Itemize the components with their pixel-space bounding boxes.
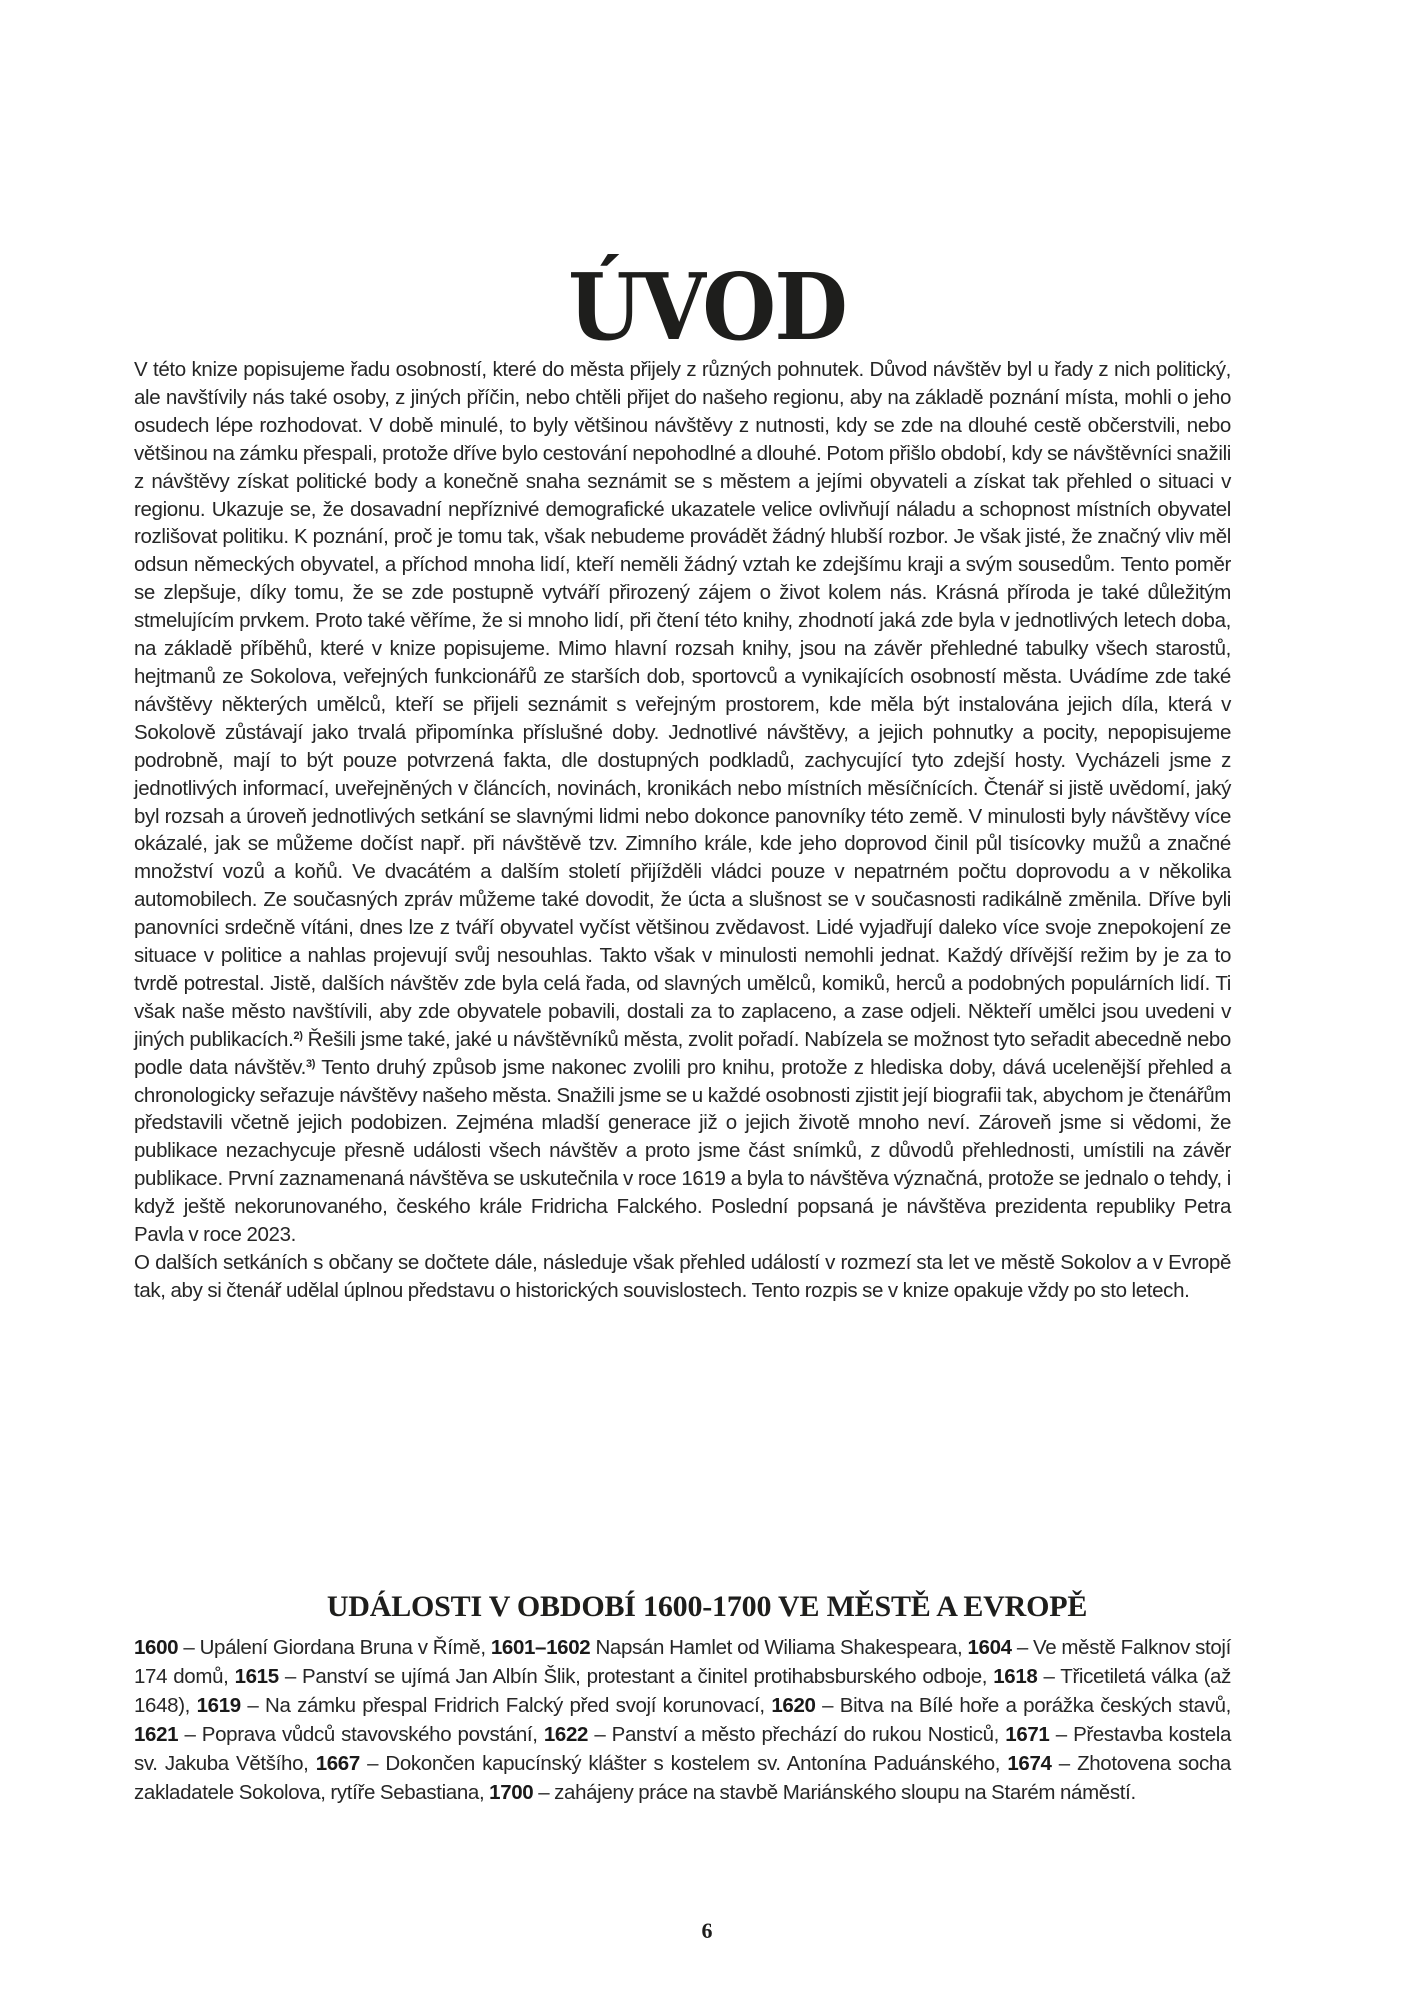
- event-year: 1667: [315, 1752, 360, 1775]
- intro-text-segment: O dalších setkáních s občany se dočtete dále, následuje však přehled událostí v rozmezí sta let ve městě Sokolov a v Evropě tak, aby si čtenář udělal úplnou představu o historických souvislostech. Tento rozpis se v knize opakuje vždy po sto letech.: [134, 1251, 1231, 1302]
- event-year: 1620: [771, 1694, 816, 1717]
- event-description: Napsán Hamlet od Wiliama Shakespeara,: [590, 1636, 968, 1659]
- intro-paragraph: [134, 1249, 1231, 1305]
- event-description: – Ve městě Falknov stojí 174 domů,: [134, 1636, 1231, 1688]
- intro-text: [134, 356, 1231, 1305]
- event-description: – Zhotovena socha zakladatele Sokolova, rytíře Sebastiana,: [134, 1752, 1231, 1804]
- event-year: 1621: [134, 1723, 179, 1746]
- event-year: 1674: [1007, 1752, 1052, 1775]
- event-year: 1618: [993, 1665, 1038, 1688]
- footnote-ref: 2): [293, 1029, 303, 1042]
- event-description: – Poprava vůdců stavovského povstání,: [178, 1723, 544, 1746]
- footnote-ref: 3): [306, 1057, 316, 1070]
- event-description: – Panství a město přechází do rukou Nosticů,: [588, 1723, 1006, 1746]
- event-year: 1601–1602: [490, 1636, 591, 1659]
- event-year: 1622: [543, 1723, 589, 1746]
- event-description: – Na zámku přespal Fridrich Falcký před svojí korunovací,: [240, 1694, 772, 1717]
- event-year: 1600: [134, 1636, 179, 1659]
- event-description: – zahájeny práce na stavbě Mariánského sloupu na Starém náměstí.: [533, 1781, 1136, 1804]
- page-number: 6: [701, 1918, 713, 1943]
- event-year: 1604: [967, 1636, 1012, 1659]
- intro-text-segment: Tento druhý způsob jsme nakonec zvolili pro knihu, protože z hlediska doby, dává ucelenější přehled a chronologicky seřazuje návštěvy našeho města. Snažili jsme se u každé osobnosti zjistit její biografii tak, abychom je čtenářům představili včetně jejich podobizen. Zejména mladší generace již o jejich životě mnoho neví. Zároveň jsme si vědomi, že publikace nezachycuje přesně události všech návštěv a proto jsme část snímků, z důvodů přehlednosti, umístili na závěr publikace. První zaznamenaná návštěva se uskutečnila v roce 1619 a byla to návštěva význačná, protože se jednalo o tehdy, i když ještě nekorunovaného, českého krále Fridricha Falckého. Poslední popsaná je návštěva prezidenta republiky Petra Pavla v roce 2023.: [134, 1055, 1232, 1247]
- event-description: – Panství se ujímá Jan Albín Šlik, protestant a činitel protihabsburského odboje,: [278, 1665, 994, 1688]
- intro-text-segment: V této knize popisujeme řadu osobností, které do města přijely z různých pohnutek. Důvod návštěv byl u řady z nich politický, ale navštívily nás také osoby, z jiných příčin, nebo chtěli přijet do našeho regionu, aby na základě poznání místa, mohli o jeho osudech lépe rozhodovat. V době minulé, to byly většinou návštěvy z nutnosti, kdy se zde na dlouhé cestě občerstvili, nebo většinou na zámku přespali, protože dříve bylo cestování nepohodlné a dlouhé. Potom přišlo období, kdy se návštěvníci snažili z návštěvy získat politické body a konečně snaha seznámit se s městem a jejími obyvateli a získat tak přehled o situaci v regionu. Ukazuje se, že dosavadní nepříznivé demografické ukazatele velice ovlivňují náladu a schopnost místních obyvatel rozlišovat politiku. K poznání, proč je tomu tak, však nebudeme provádět žádný hlubší rozbor. Je však jisté, že značný vliv měl odsun německých obyvatel, a příchod mnoha lidí, kteří neměli žádný vztah ke zdejšímu kraji a svým sousedům. Tento poměr se zlepšuje, díky tomu, že se zde postupně vytváří přirozený zájem o život kolem nás. Krásná příroda je také důležitým stmelujícím prvkem. Proto také věříme, že si mnoho lidí, při čtení této knihy, zhodnotí jaká zde byla v jednotlivých letech doba, na základě příběhů, které v knize popisujeme. Mimo hlavní rozsah knihy, jsou na závěr přehledné tabulky všech starostů, hejtmanů ze Sokolova, veřejných funkcionářů ze starších dob, sportovců a vynikajících osobností města. Uvádíme zde také návštěvy některých umělců, kteří se přijeli seznámit s veřejným prostorem, kde měla být instalována jejich díla, která v Sokolově zůstávají jako trvalá připomínka příslušné doby. Jednotlivé návštěvy, a jejich pohnutky a pocity, nepopisujeme podrobně, mají to být pouze potvrzená fakta, dle dostupných podkladů, zachycující tyto zdejší hosty. Vycházeli jsme z jednotlivých informací, uveřejněných v článcích, novinách, kronikách nebo místních měsíčnících. Čtenář si jistě uvědomí, jaký byl rozsah a úroveň jednotlivých setkání se slavnými lidmi nebo dokonce panovníky této země. V minulosti byly návštěvy více okázalé, jak se můžeme dočíst např. při návštěvě tzv. Zimního krále, kde jeho doprovod činil půl tisícovky mužů a značné množství vozů a koňů. Ve dvacátém a dalším století přijížděli vládci pouze v nepatrném počtu doprovodu a v několika automobilech. Ze současných zpráv můžeme také dovodit, že úcta a slušnost se v současnosti radikálně změnila. Dříve byli panovníci srdečně vítáni, dnes lze z tváří obyvatel vyčíst většinou zvědavost. Lidé vyjadřují daleko více svoje znepokojení ze situace v politice a nahlas projevují svůj nesouhlas. Takto však v minulosti nemohli jednat. Každý dřívější režim by je za to tvrdě potrestal. Jistě, dalších návštěv zde byla celá řada, od slavných umělců, komiků, herců a podobných populárních lidí. Ti však naše město navštívili, aby zde obyvatele pobavili, dostali za to zaplaceno, a zase odjeli. Někteří umělci jsou uvedeni v jiných publikacích.: [134, 358, 1231, 1051]
- event-year: 1700: [489, 1781, 534, 1804]
- event-year: 1671: [1005, 1723, 1050, 1746]
- event-year: 1619: [196, 1694, 241, 1717]
- event-description: – Upálení Giordana Bruna v Římě,: [178, 1636, 491, 1659]
- intro-paragraph: [134, 356, 1231, 1249]
- intro-text-segment: Řešili jsme také, jaké u návštěvníků města, zvolit pořadí. Nabízela se možnost tyto seřadit abecedně nebo podle data návštěv.: [134, 1027, 1231, 1079]
- event-description: – Dokončen kapucínský klášter s kostelem sv. Antonína Paduánského,: [359, 1752, 1008, 1775]
- event-description: – Přestavba kostela sv. Jakuba Většího,: [134, 1723, 1231, 1775]
- event-description: – Třicetiletá válka (až 1648),: [134, 1665, 1231, 1717]
- event-year: 1615: [234, 1665, 279, 1688]
- events-list: [134, 1633, 1231, 1807]
- page-title: ÚVOD: [568, 252, 846, 361]
- event-description: – Bitva na Bílé hoře a porážka českých stavů,: [815, 1694, 1232, 1717]
- section-title: UDÁLOSTI V OBDOBÍ 1600-1700 VE MĚSTĚ A EVROPĚ: [326, 1589, 1088, 1623]
